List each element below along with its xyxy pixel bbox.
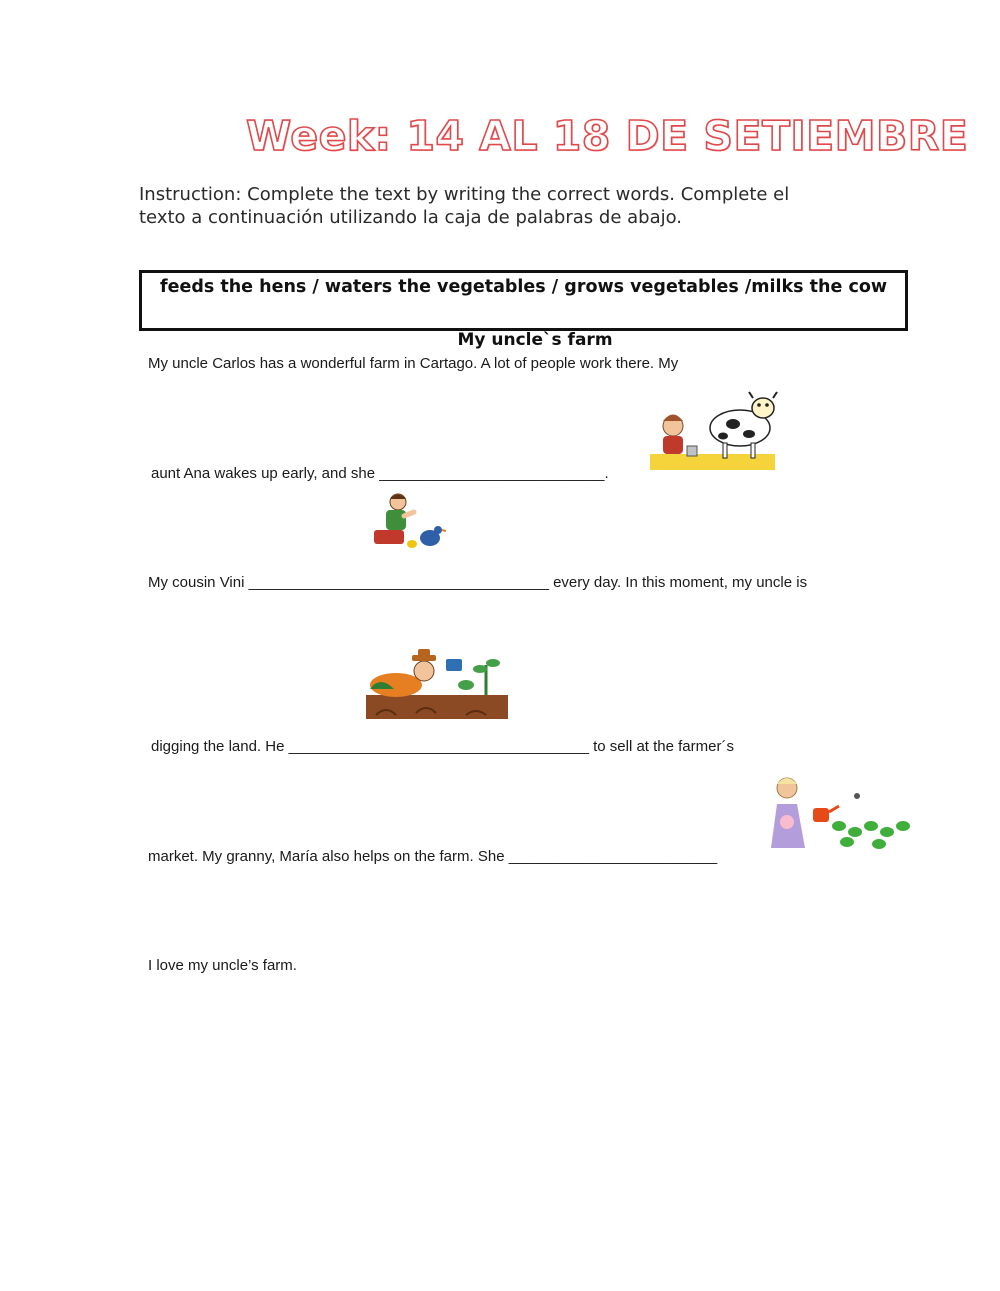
story-line-5: market. My granny, María also helps on the farm. She _________________________ bbox=[148, 848, 718, 865]
instruction bbox=[139, 183, 859, 229]
farmer-digging-garden-illustration bbox=[366, 645, 508, 719]
story-line-2: aunt Ana wakes up early, and she ___________________________. bbox=[151, 465, 609, 482]
word-box-text: feeds the hens / waters the vegetables / grows vegetables /milks the cow bbox=[159, 277, 888, 297]
page-title: Week: 14 AL 18 DE SETIEMBRE bbox=[246, 112, 969, 160]
story-line-4: digging the land. He ____________________________________ to sell at the farmer´s bbox=[151, 738, 734, 755]
story-title: My uncle`s farm bbox=[457, 330, 613, 350]
instruction-line-2: texto a continuación utilizando la caja de palabras de abajo. bbox=[139, 207, 683, 228]
boy-feeding-hens-illustration bbox=[368, 490, 446, 554]
cow-milking-illustration bbox=[645, 388, 780, 474]
granny-watering-plants-illustration bbox=[757, 774, 915, 852]
instruction-line-1: Instruction: Complete the text by writing the correct words. Complete el bbox=[139, 184, 790, 205]
story-line-1: My uncle Carlos has a wonderful farm in Cartago. A lot of people work there. My bbox=[148, 355, 679, 372]
story-line-6: I love my uncle’s farm. bbox=[148, 957, 297, 974]
word-box bbox=[139, 270, 908, 331]
story-line-3: My cousin Vini ____________________________________ every day. In this moment, my uncle is bbox=[148, 574, 808, 591]
